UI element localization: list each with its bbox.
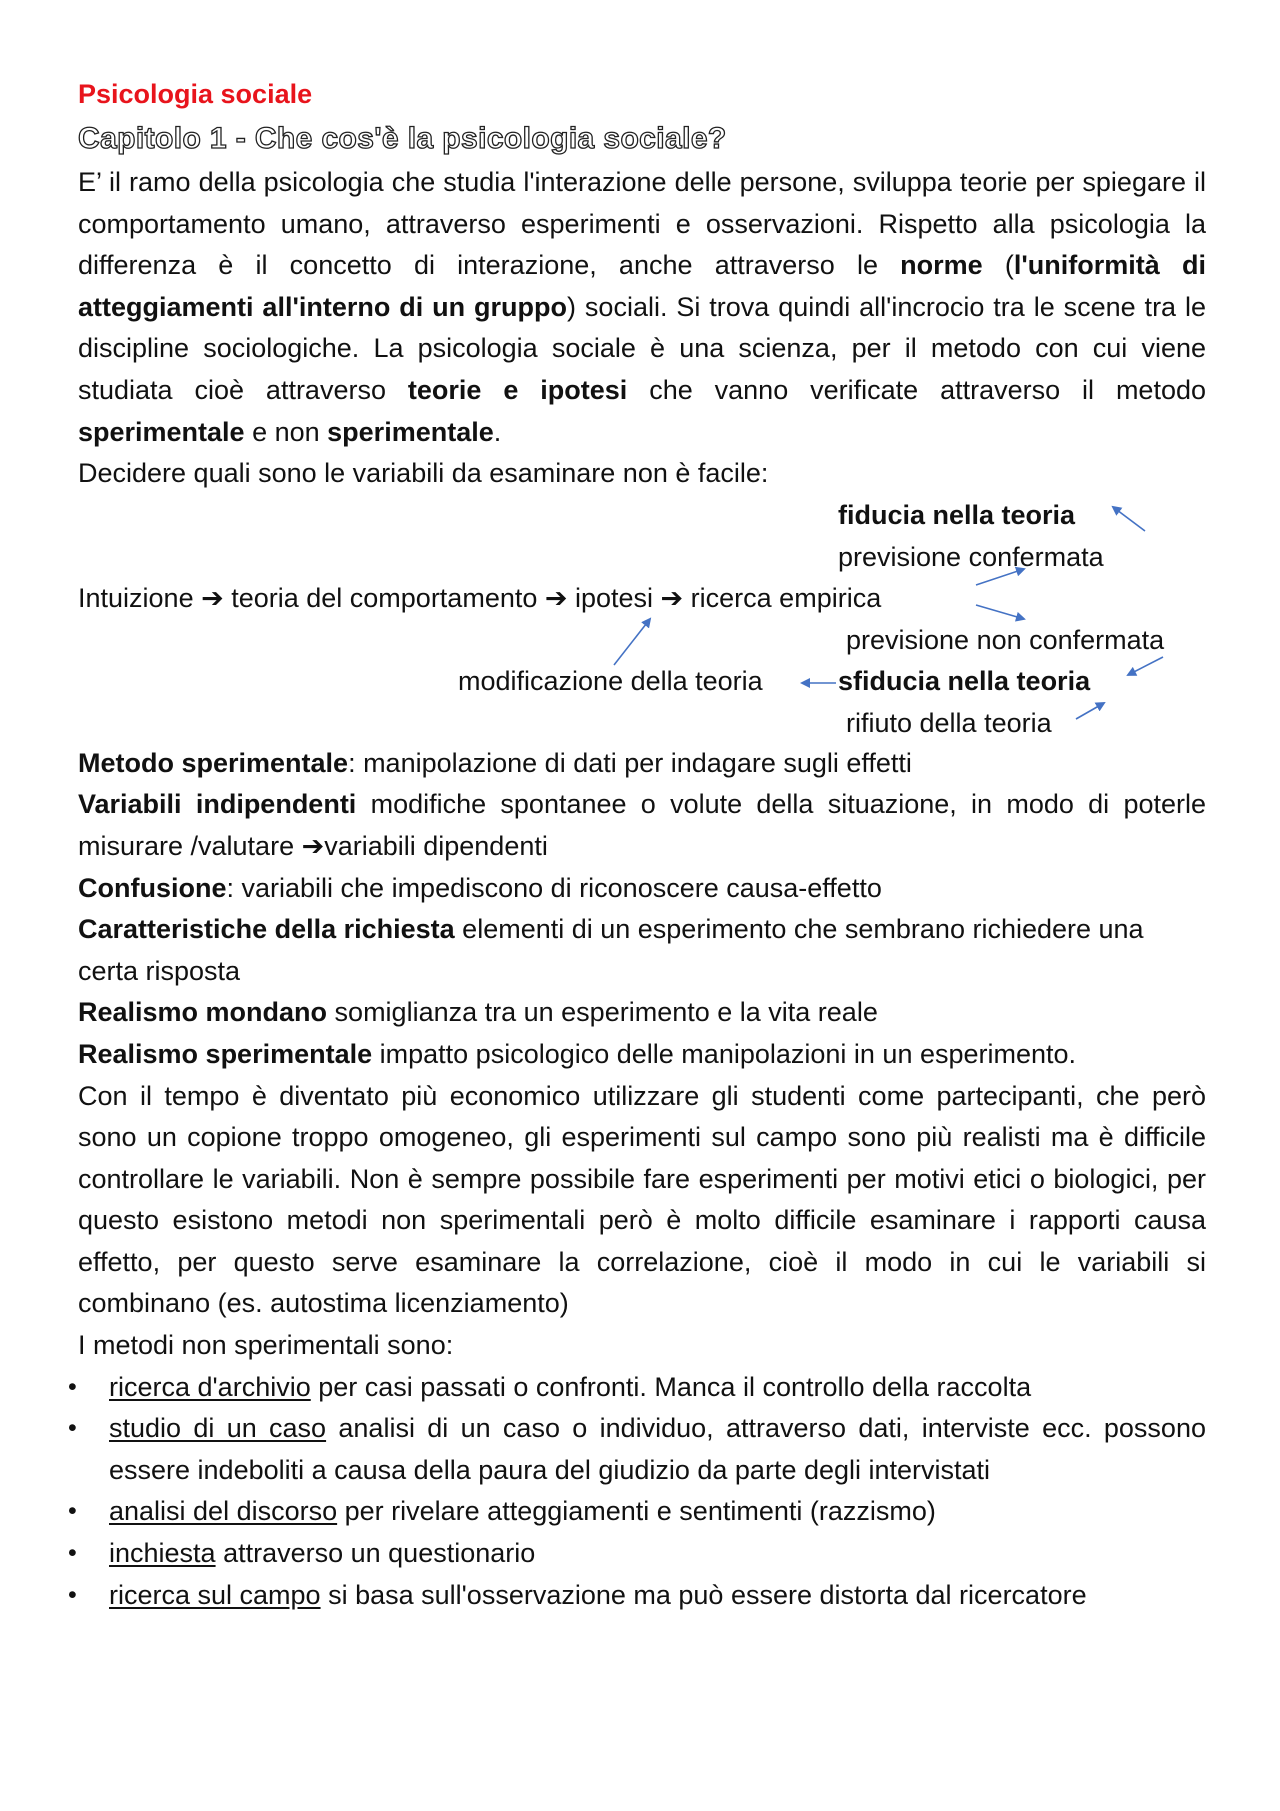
intro-paragraph [78,162,1206,453]
list-item [78,1491,1206,1533]
variabili-intro: Decidere quali sono le variabili da esaminare non è facile: [78,458,769,489]
text-run: somiglianza tra un esperimento e la vita reale [327,997,878,1028]
definition-realismo-mondano [78,992,1206,1034]
list-item-term: ricerca d'archivio [109,1371,311,1402]
definition-variabili-indipendenti [78,784,1206,867]
list-item-term: inchiesta [109,1538,216,1569]
arrow-conf-to-fiducia [1113,507,1145,531]
list-item-desc: per rivelare atteggiamenti e sentimenti (razzismo) [337,1496,936,1527]
definition-metodo-sperimentale [78,743,1206,785]
definition-realismo-sperimentale [78,1034,1206,1076]
text-run: : manipolazione di dati per indagare sugli effetti [348,747,912,778]
definition-caratteristiche-richiesta [78,909,1206,992]
chapter-heading: Capitolo 1 - Che cos'è la psicologia sociale? [78,122,727,155]
text-run: elementi di un esperimento che sembrano richiedere una certa risposta [78,914,1144,986]
text-run: . [493,416,502,447]
list-item-term: ricerca sul campo [109,1579,321,1610]
node-fiducia: fiducia nella teoria [838,499,1076,530]
bold-term: l'uniformità di atteggiamenti all'interno di un gruppo [78,250,1206,322]
text-run: ) sociali. Si trova quindi all'incrocio tra le scene tra le discipline sociologiche. La psicologia sociale è una scienza, per il metodo con cui viene studiata cioè attraverso [78,291,1206,405]
bold-term: Realismo sperimentale [78,1038,373,1069]
metodi-intro: I metodi non sperimentali sono: [78,1330,454,1361]
list-item-term: studio di un caso [109,1413,327,1444]
node-rifiuto: rifiuto della teoria [846,707,1052,738]
definitions-list [78,743,1206,1076]
text-run: : variabili che impediscono di riconoscere causa-effetto [226,872,882,903]
text-run: ( [982,250,1014,281]
bold-term: Metodo sperimentale [78,747,349,778]
node-chain: Intuizione ➔ teoria del comportamento ➔ ipotesi ➔ ricerca empirica [78,582,882,613]
node-previsione-confermata: previsione confermata [838,541,1104,572]
text-run: impatto psicologico delle manipolazioni in un esperimento. [372,1038,1077,1069]
node-modificazione: modificazione della teoria [458,665,763,696]
bold-term: sperimentale [78,416,245,447]
bold-term: Variabili indipendenti [78,789,357,820]
node-sfiducia: sfiducia nella teoria [838,665,1091,696]
paragraph-metodi: Con il tempo è diventato più economico utilizzare gli studenti come partecipanti, che però sono un copione troppo omogeneo, gli esperimenti sul campo sono più realisti ma è difficile controllare le variabili. Non è sempre possibile fare esperimenti per motivi etici o biologici, per questo esistono metodi non sperimentali però è molto difficile esaminare i rapporti causa effetto, per questo serve esaminare la correlazione, cioè il modo in cui le variabili si combinano (es. autostima licenziamento) [78,1080,1206,1319]
theory-flow-diagram [78,495,1206,743]
text-run: E’ il ramo della psicologia che studia l'interazione delle persone, sviluppa teorie per spiegare il comportamento umano, attraverso esperimenti e osservazioni. Rispetto alla psicologia la differenza è il concetto di interazione, anche attraverso le [78,167,1206,281]
list-item-desc: attraverso un questionario [215,1538,536,1569]
list-item [78,1575,1206,1617]
bold-term: teorie e ipotesi [407,374,628,405]
list-item [78,1408,1206,1491]
list-item [78,1533,1206,1575]
arrow-modificazione-to-ipotesi [614,619,650,665]
arrow-rifiuto-to-sfiducia [1076,703,1104,719]
bold-term: Caratteristiche della richiesta [78,914,455,945]
metodi-list [78,1367,1206,1617]
arrow-nonconf-to-sfiducia [1128,657,1163,675]
definition-confusione [78,868,1206,910]
list-item [78,1367,1206,1409]
document-title: Psicologia sociale [78,79,313,109]
list-item-term: analisi del discorso [109,1496,338,1527]
text-run: che vanno verificate attraverso il metodo [627,374,1207,405]
list-item-desc: analisi di un caso o individuo, attraverso dati, interviste ecc. possono essere indeboliti a causa della paura del giudizio da parte degli intervistati [109,1413,1206,1485]
bold-term: sperimentale [327,416,494,447]
list-item-desc: si basa sull'osservazione ma può essere distorta dal ricercatore [320,1579,1087,1610]
text-run: modifiche spontanee o volute della situazione, in modo di poterle misurare /valutare ➔variabili dipendenti [78,789,1206,861]
arrow-ricerca-to-conf [976,569,1024,585]
text-run: e non [244,416,328,447]
document-page [78,72,1206,1616]
bold-term: norme [900,250,983,281]
bold-term: Confusione [78,872,227,903]
node-previsione-non-confermata: previsione non confermata [846,624,1165,655]
diagram-arrows [78,495,1206,743]
bold-term: Realismo mondano [78,997,328,1028]
list-item-desc: per casi passati o confronti. Manca il controllo della raccolta [310,1371,1032,1402]
arrow-ricerca-to-nonconf [976,605,1024,619]
